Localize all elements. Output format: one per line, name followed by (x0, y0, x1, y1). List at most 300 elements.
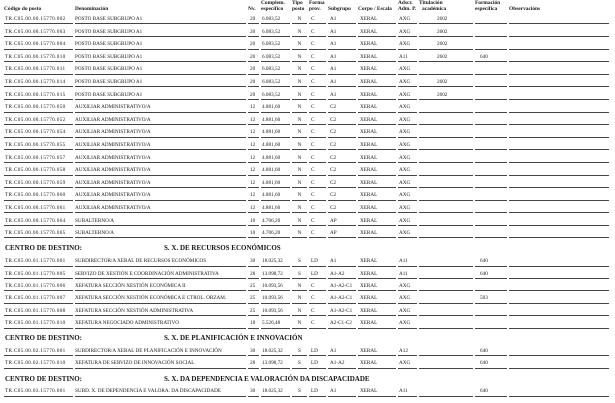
cell-corpo: XERAL (358, 281, 396, 291)
cell-complemento: 6.083,52 (261, 39, 290, 49)
cell-subgrupo: AP (328, 216, 356, 226)
cell-denominacion: SERVIZO DE XESTIÓN E COORDINACIÓN ADMINISTRATIVA (75, 269, 246, 279)
cell-titulacion (419, 358, 473, 368)
cell-observacions (509, 281, 609, 291)
cell-subgrupo: A1 (328, 256, 356, 266)
cell-observacions (509, 190, 609, 200)
table-row (4, 140, 609, 153)
col-header-tipo (292, 0, 307, 14)
cell-denominacion: XEFATURA DE SERVIZO DE INNOVACIÓN SOCIAL (75, 358, 246, 368)
table-row (4, 269, 609, 281)
cell-observacions (509, 39, 609, 49)
cell-formacion: 640 (475, 346, 507, 356)
centro-destino-heading (4, 331, 609, 347)
table-row (4, 256, 609, 268)
cell-complemento: 6.083,52 (261, 14, 290, 24)
cell-tipo: S (292, 386, 307, 396)
cell-forma: C (309, 190, 326, 200)
cell-forma: C (309, 77, 326, 87)
cell-observacions (509, 203, 609, 213)
cell-denominacion: POSTO BASE SUBGRUPO A1 (75, 90, 246, 100)
cell-codigo: TR.C05.00.01.15770.006 (4, 281, 73, 291)
cell-forma: LD (309, 386, 326, 396)
cell-corpo: XERAL (358, 269, 396, 279)
cell-forma: C (309, 52, 326, 62)
cell-titulacion (419, 127, 473, 137)
cell-observacions (509, 14, 609, 24)
cell-formacion (475, 190, 507, 200)
cell-codigo: TR.C05.00.00.15770.058 (4, 165, 73, 175)
cell-formacion (475, 228, 507, 238)
cell-corpo: XERAL (358, 52, 396, 62)
cell-formacion (475, 14, 507, 24)
cell-forma: C (309, 306, 326, 316)
cell-corpo: XERAL (358, 165, 396, 175)
table-row (4, 228, 609, 241)
cell-formacion: 640 (475, 52, 507, 62)
cell-subgrupo: A1 (328, 386, 356, 396)
col-header-observacions (509, 0, 609, 14)
cell-corpo: XERAL (358, 293, 396, 303)
cell-titulacion (419, 64, 473, 74)
cell-adscr: AXG (398, 153, 417, 163)
cell-observacions (509, 346, 609, 356)
table-row (4, 386, 609, 398)
centro-destino-heading (4, 371, 609, 387)
cell-adscr: AXG (398, 102, 417, 112)
cell-codigo: TR.C05.00.00.15770.059 (4, 178, 73, 188)
cell-forma: C (309, 203, 326, 213)
col-header-corpo (358, 0, 396, 14)
cell-tipo: N (292, 228, 307, 238)
cell-forma: C (309, 64, 326, 74)
cell-complemento: 18.025,32 (261, 386, 290, 396)
table-body (4, 14, 609, 399)
col-header-tipo-top: Tipo (292, 0, 303, 6)
cell-complemento: 4.881,60 (261, 127, 290, 137)
cell-titulacion: 2602 (419, 14, 473, 24)
cell-formacion (475, 306, 507, 316)
cell-denominacion: POSTO BASE SUBGRUPO A1 (75, 27, 246, 37)
cell-complemento: 4.706,20 (261, 216, 290, 226)
table-row (4, 306, 609, 318)
cell-codigo: TR.C05.00.00.15770.010 (4, 52, 73, 62)
cell-denominacion: XEFATURA SECCIÓN XESTIÓN ECONÓMICA II (75, 281, 246, 291)
cell-codigo: TR.C05.00.01.15770.007 (4, 293, 73, 303)
cell-corpo: XERAL (358, 127, 396, 137)
col-header-denominacion-label: Denominación (75, 5, 109, 12)
table-row (4, 115, 609, 128)
cell-forma: C (309, 102, 326, 112)
table-row (4, 190, 609, 203)
cell-formacion (475, 39, 507, 49)
cell-subgrupo: C2 (328, 115, 356, 125)
cell-titulacion (419, 346, 473, 356)
col-header-forma-top: Forma (309, 0, 325, 6)
cell-tipo: N (292, 115, 307, 125)
cell-titulacion: 2602 (419, 52, 473, 62)
cell-codigo: TR.C05.00.00.15770.004 (4, 39, 73, 49)
cell-nv: 12 (248, 165, 259, 175)
cell-forma: C (309, 216, 326, 226)
cell-observacions (509, 269, 609, 279)
cell-codigo: TR.C05.00.00.15770.011 (4, 64, 73, 74)
cell-nv: 20 (248, 39, 259, 49)
cell-subgrupo: C2 (328, 140, 356, 150)
cell-subgrupo: A1-A2 (328, 358, 356, 368)
cell-titulacion (419, 190, 473, 200)
cell-complemento: 6.083,52 (261, 64, 290, 74)
cell-tipo: N (292, 64, 307, 74)
cell-nv: 12 (248, 153, 259, 163)
table-row (4, 358, 609, 370)
cell-nv: 20 (248, 64, 259, 74)
cell-codigo: TR.C05.00.00.15770.050 (4, 102, 73, 112)
cell-titulacion (419, 256, 473, 266)
cell-denominacion: POSTO BASE SUBGRUPO A1 (75, 77, 246, 87)
cell-subgrupo: C2 (328, 165, 356, 175)
cell-codigo: TR.C05.00.00.15770.055 (4, 140, 73, 150)
cell-titulacion: 2602 (419, 39, 473, 49)
cell-titulacion (419, 306, 473, 316)
cell-subgrupo: A1 (328, 64, 356, 74)
table-row (4, 281, 609, 293)
cell-titulacion (419, 293, 473, 303)
cell-adscr: AXG (398, 190, 417, 200)
cell-observacions (509, 52, 609, 62)
cell-nv: 30 (248, 386, 259, 396)
cell-observacions (509, 90, 609, 100)
table-row (4, 318, 609, 330)
col-header-forma (309, 0, 326, 14)
cell-denominacion: AUXILIAR ADMINISTRATIVO/A (75, 165, 246, 175)
cell-complemento: 4.881,60 (261, 190, 290, 200)
cell-tipo: N (292, 27, 307, 37)
col-header-subgrupo-label: Subgrupo (328, 5, 351, 12)
table-row (4, 216, 609, 229)
cell-codigo: TR.C05.00.01.15770.008 (4, 306, 73, 316)
cell-titulacion (419, 318, 473, 328)
cell-observacions (509, 358, 609, 368)
cell-corpo: XERAL (358, 140, 396, 150)
cell-titulacion (419, 269, 473, 279)
cell-observacions (509, 64, 609, 74)
cell-complemento: 4.881,60 (261, 165, 290, 175)
cell-corpo: XERAL (358, 178, 396, 188)
cell-forma: LD (309, 346, 326, 356)
cell-adscr: AXG (398, 14, 417, 24)
cell-denominacion: AUXILIAR ADMINISTRATIVO/A (75, 127, 246, 137)
cell-forma: C (309, 115, 326, 125)
col-header-formacion-top: Formación (475, 0, 501, 6)
cell-titulacion: 2602 (419, 90, 473, 100)
table-row (4, 102, 609, 115)
cell-denominacion: AUXILIAR ADMINISTRATIVO/A (75, 140, 246, 150)
cell-titulacion (419, 386, 473, 396)
cell-observacions (509, 153, 609, 163)
col-header-complemento (261, 0, 290, 14)
table-row (4, 90, 609, 103)
cell-formacion (475, 77, 507, 87)
cell-corpo: XERAL (358, 203, 396, 213)
cell-codigo: TR.C05.00.00.15770.015 (4, 90, 73, 100)
cell-forma: C (309, 39, 326, 49)
cell-corpo: XERAL (358, 64, 396, 74)
cell-tipo: N (292, 306, 307, 316)
cell-nv: 20 (248, 90, 259, 100)
cell-denominacion: XEFATURA NEGOCIADO ADMINISTRATIVO (75, 318, 246, 328)
cell-tipo: N (292, 127, 307, 137)
cell-adscr: A12 (398, 346, 417, 356)
cell-complemento: 4.881,60 (261, 178, 290, 188)
col-header-codigo-label: Código do posto (4, 5, 42, 12)
cell-corpo: XERAL (358, 27, 396, 37)
cell-denominacion: AUXILIAR ADMINISTRATIVO/A (75, 190, 246, 200)
cell-codigo: TR.C05.00.01.15770.005 (4, 269, 73, 279)
table-row (4, 127, 609, 140)
cell-forma: C (309, 281, 326, 291)
cell-codigo: TR.C05.00.00.15770.064 (4, 216, 73, 226)
cell-formacion (475, 140, 507, 150)
cell-titulacion: 2602 (419, 77, 473, 87)
cell-corpo: XERAL (358, 90, 396, 100)
cell-nv: 12 (248, 127, 259, 137)
cell-complemento: 4.881,60 (261, 153, 290, 163)
cell-denominacion: AUXILIAR ADMINISTRATIVO/A (75, 203, 246, 213)
cell-nv: 12 (248, 115, 259, 125)
cell-complemento: 10.093,56 (261, 306, 290, 316)
cell-complemento: 6.083,52 (261, 90, 290, 100)
cell-forma: C (309, 140, 326, 150)
cell-nv: 28 (248, 358, 259, 368)
cell-codigo: TR.C05.00.00.15770.057 (4, 153, 73, 163)
centro-destino-label: CENTRO DE DESTINO: (5, 244, 83, 253)
cell-formacion: 503 (475, 293, 507, 303)
table-row (4, 165, 609, 178)
cell-complemento: 4.881,60 (261, 102, 290, 112)
cell-corpo: XERAL (358, 14, 396, 24)
cell-corpo: XERAL (358, 306, 396, 316)
cell-nv: 12 (248, 190, 259, 200)
col-header-observacions-label: Observacións (509, 5, 541, 12)
cell-nv: 30 (248, 256, 259, 266)
cell-denominacion: SUBDIRECTOR/A XERAL DE PLANIFICACIÓN E INNOVACIÓN (75, 346, 246, 356)
cell-forma: C (309, 90, 326, 100)
col-header-subgrupo (328, 0, 356, 14)
cell-adscr: AXG (398, 216, 417, 226)
cell-codigo: TR.C05.00.00.15770.003 (4, 27, 73, 37)
cell-corpo: XERAL (358, 346, 396, 356)
cell-corpo: XERAL (358, 77, 396, 87)
cell-tipo: N (292, 190, 307, 200)
cell-formacion (475, 165, 507, 175)
col-header-nv-label: Nv. (248, 5, 256, 12)
cell-denominacion: POSTO BASE SUBGRUPO A1 (75, 52, 246, 62)
cell-corpo: XERAL (358, 153, 396, 163)
cell-forma: C (309, 228, 326, 238)
cell-titulacion (419, 216, 473, 226)
cell-adscr: AXG (398, 318, 417, 328)
table-row (4, 27, 609, 40)
cell-complemento: 4.881,60 (261, 203, 290, 213)
cell-formacion (475, 27, 507, 37)
table-row (4, 346, 609, 358)
cell-observacions (509, 140, 609, 150)
cell-nv: 20 (248, 14, 259, 24)
cell-tipo: S (292, 346, 307, 356)
cell-denominacion: SUBD. X. DE DEPENDENCIA E VALORA. DA DISCAPACIDADE (75, 386, 246, 396)
cell-denominacion: AUXILIAR ADMINISTRATIVO/A (75, 153, 246, 163)
cell-corpo: XERAL (358, 190, 396, 200)
cell-observacions (509, 318, 609, 328)
cell-formacion: 640 (475, 269, 507, 279)
cell-subgrupo: C2 (328, 127, 356, 137)
cell-subgrupo: A2-C1-C2 (328, 318, 356, 328)
cell-forma: C (309, 293, 326, 303)
centro-destino-heading (4, 241, 609, 257)
cell-codigo: TR.C05.00.00.15770.054 (4, 127, 73, 137)
cell-tipo: N (292, 52, 307, 62)
cell-nv: 20 (248, 52, 259, 62)
cell-adscr: AXG (398, 203, 417, 213)
cell-observacions (509, 77, 609, 87)
cell-adscr: AXG (398, 293, 417, 303)
table-row (4, 293, 609, 305)
cell-titulacion (419, 281, 473, 291)
cell-observacions (509, 115, 609, 125)
table-row (4, 39, 609, 52)
cell-denominacion: XEFATURA SECCIÓN XESTIÓN ECONÓMICA E CTROL. ORZAM. (75, 293, 246, 303)
cell-observacions (509, 293, 609, 303)
centro-destino-label: CENTRO DE DESTINO: (5, 334, 83, 343)
cell-tipo: S (292, 358, 307, 368)
cell-formacion (475, 127, 507, 137)
cell-nv: 12 (248, 140, 259, 150)
cell-complemento: 6.083,52 (261, 77, 290, 87)
col-header-complemento-bottom: específico (261, 5, 284, 12)
cell-forma: LD (309, 256, 326, 266)
cell-corpo: XERAL (358, 386, 396, 396)
col-header-codigo (4, 0, 73, 14)
cell-forma: LD (309, 358, 326, 368)
cell-titulacion: 2602 (419, 27, 473, 37)
cell-forma: C (309, 318, 326, 328)
cell-codigo: TR.C05.00.01.15770.010 (4, 318, 73, 328)
cell-adscr: AXG (398, 281, 417, 291)
col-header-forma-bottom: prov. (309, 5, 321, 12)
cell-tipo: N (292, 102, 307, 112)
cell-nv: 10 (248, 216, 259, 226)
cell-formacion (475, 216, 507, 226)
centro-destino-value: S. X. DA DEPENDENCIA E VALORACIÓN DA DISCAPACIDADE (164, 374, 370, 383)
cell-formacion (475, 318, 507, 328)
cell-titulacion (419, 165, 473, 175)
cell-nv: 30 (248, 346, 259, 356)
col-header-formacion (475, 0, 507, 14)
cell-adscr: AXG (398, 165, 417, 175)
col-header-complemento-top: Complem. (261, 0, 285, 6)
cell-nv: 25 (248, 293, 259, 303)
cell-tipo: N (292, 153, 307, 163)
cell-forma: LD (309, 269, 326, 279)
cell-denominacion: POSTO BASE SUBGRUPO A1 (75, 14, 246, 24)
cell-adscr: AXG (398, 306, 417, 316)
cell-tipo: S (292, 256, 307, 266)
cell-complemento: 5.526,48 (261, 318, 290, 328)
cell-nv: 12 (248, 178, 259, 188)
table-row (4, 153, 609, 166)
cell-subgrupo: A1-A2-C1 (328, 293, 356, 303)
cell-formacion: 640 (475, 386, 507, 396)
cell-observacions (509, 256, 609, 266)
table-row (4, 203, 609, 216)
cell-tipo: S (292, 269, 307, 279)
cell-subgrupo: C2 (328, 102, 356, 112)
cell-codigo: TR.C05.00.03.15770.001 (4, 386, 73, 396)
cell-nv: 20 (248, 77, 259, 87)
cell-codigo: TR.C05.00.00.15770.052 (4, 115, 73, 125)
cell-codigo: TR.C05.00.00.15770.060 (4, 190, 73, 200)
cell-tipo: N (292, 140, 307, 150)
cell-denominacion: POSTO BASE SUBGRUPO A1 (75, 64, 246, 74)
cell-complemento: 13.098,72 (261, 269, 290, 279)
cell-observacions (509, 306, 609, 316)
cell-corpo: XERAL (358, 39, 396, 49)
cell-corpo: XERAL (358, 102, 396, 112)
cell-subgrupo: A1 (328, 346, 356, 356)
cell-corpo: XERAL (358, 115, 396, 125)
cell-corpo: XERAL (358, 318, 396, 328)
cell-titulacion (419, 140, 473, 150)
table-row (4, 178, 609, 191)
cell-adscr: AXG (398, 127, 417, 137)
cell-forma: C (309, 153, 326, 163)
cell-nv: 28 (248, 269, 259, 279)
cell-titulacion (419, 115, 473, 125)
cell-subgrupo: C2 (328, 203, 356, 213)
cell-tipo: N (292, 14, 307, 24)
cell-nv: 20 (248, 27, 259, 37)
cell-tipo: N (292, 90, 307, 100)
col-header-formacion-bottom: específica (475, 5, 498, 12)
cell-formacion (475, 90, 507, 100)
cell-denominacion: AUXILIAR ADMINISTRATIVO/A (75, 102, 246, 112)
col-header-tipo-bottom: posto (292, 5, 305, 12)
cell-denominacion: SUBDIRECTOR/A XERAL DE RECURSOS ECONÓMICOS (75, 256, 246, 266)
cell-denominacion: XEFATURA SECCIÓN XESTIÓN ADMINISTRATIVA (75, 306, 246, 316)
cell-nv: 18 (248, 318, 259, 328)
cell-tipo: N (292, 165, 307, 175)
table-row (4, 64, 609, 77)
cell-formacion (475, 203, 507, 213)
cell-complemento: 13.098,72 (261, 358, 290, 368)
cell-complemento: 4.881,60 (261, 140, 290, 150)
cell-denominacion: POSTO BASE SUBGRUPO A1 (75, 39, 246, 49)
cell-codigo: TR.C05.00.00.15770.014 (4, 77, 73, 87)
cell-titulacion (419, 228, 473, 238)
col-header-denominacion (75, 0, 246, 14)
cell-codigo: TR.C05.00.01.15770.001 (4, 256, 73, 266)
cell-codigo: TR.C05.00.02.15770.010 (4, 358, 73, 368)
cell-observacions (509, 216, 609, 226)
table-row (4, 14, 609, 27)
cell-tipo: N (292, 203, 307, 213)
cell-subgrupo: A1 (328, 27, 356, 37)
cell-forma: C (309, 27, 326, 37)
cell-observacions (509, 386, 609, 396)
cell-adscr: AXG (398, 77, 417, 87)
cell-formacion (475, 153, 507, 163)
